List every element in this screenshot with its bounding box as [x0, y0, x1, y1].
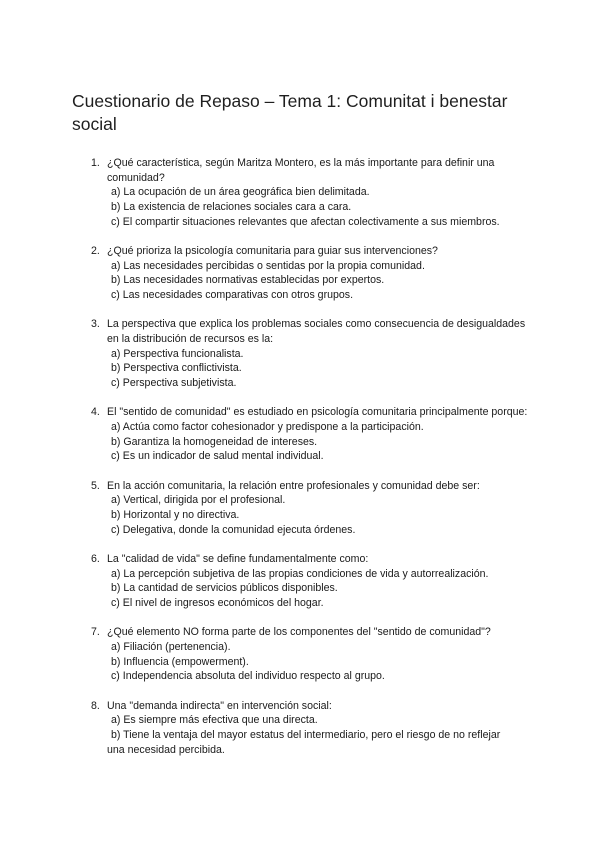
question-number: 8.: [91, 699, 100, 712]
question-number: 3.: [91, 318, 100, 331]
answer-option: b) La cantidad de servicios públicos disponibles.: [111, 582, 338, 595]
question-item: [72, 625, 532, 684]
question-item: [72, 244, 532, 303]
answer-option: a) La ocupación de un área geográfica bien delimitada.: [111, 186, 370, 199]
answer-option: c) Delegativa, donde la comunidad ejecuta órdenes.: [111, 523, 356, 536]
question-number: 7.: [91, 626, 100, 639]
question-item: [72, 156, 532, 230]
answer-option: c) El nivel de ingresos económicos del hogar.: [111, 597, 324, 610]
answer-option: a) La percepción subjetiva de las propias condiciones de vida y autorrealización.: [111, 567, 489, 580]
question-number: 4.: [91, 406, 100, 419]
answer-option: c) El compartir situaciones relevantes que afectan colectivamente a sus miembros.: [111, 215, 500, 228]
question-number: 5.: [91, 479, 100, 492]
question-text: La "calidad de vida" se define fundamentalmente como:: [107, 552, 369, 565]
answer-option: b) Garantiza la homogeneidad de intereses.: [111, 435, 318, 448]
answer-option: b) La existencia de relaciones sociales cara a cara.: [111, 201, 352, 214]
answer-option: b) Tiene la ventaja del mayor estatus del intermediario, pero el riesgo de no reflejar: [111, 729, 501, 741]
question-item: [72, 552, 532, 611]
answer-option: c) Las necesidades comparativas con otros grupos.: [111, 289, 354, 302]
question-item: [72, 405, 532, 464]
answer-option: c) Independencia absoluta del individuo respecto al grupo.: [111, 670, 385, 683]
answer-option: a) Las necesidades percibidas o sentidas por la propia comunidad.: [111, 259, 425, 272]
answer-option: b) Las necesidades normativas establecidas por expertos.: [111, 274, 385, 287]
question-item: [72, 317, 532, 391]
question-item: [72, 479, 532, 538]
answer-option: a) Perspectiva funcionalista.: [111, 347, 244, 360]
question-text: El "sentido de comunidad" es estudiado en psicología comunitaria principalmente porque:: [107, 406, 528, 419]
answer-option: b) Horizontal y no directiva.: [111, 509, 240, 522]
question-number: 2.: [91, 245, 100, 258]
document-page: [72, 90, 532, 772]
question-text: ¿Qué característica, según Maritza Montero, es la más importante para definir una comunidad?: [107, 157, 495, 184]
answer-option: a) Vertical, dirigida por el profesional.: [111, 494, 286, 507]
question-item: [72, 699, 532, 758]
question-text: ¿Qué elemento NO forma parte de los componentes del "sentido de comunidad"?: [107, 626, 491, 639]
answer-option: b) Perspectiva conflictivista.: [111, 362, 242, 375]
answer-option: a) Actúa como factor cohesionador y predispone a la participación.: [111, 421, 424, 434]
answer-option: c) Perspectiva subjetivista.: [111, 377, 237, 390]
answer-option: a) Filiación (pertenencia).: [111, 640, 231, 653]
answer-option: a) Es siempre más efectiva que una directa.: [111, 714, 318, 727]
question-text: La perspectiva que explica los problemas sociales como consecuencia de desigualdades en la distribución de recursos es la:: [107, 318, 526, 346]
answer-option: b) Influencia (empowerment).: [111, 655, 249, 668]
answer-option-continuation: una necesidad percibida.: [107, 743, 225, 756]
question-number: 6.: [91, 552, 100, 565]
question-text: Una "demanda indirecta" en intervención social:: [107, 699, 332, 712]
question-number: 1.: [91, 157, 100, 169]
answer-option: c) Es un indicador de salud mental individual.: [111, 450, 324, 463]
question-list: [72, 156, 532, 757]
question-text: En la acción comunitaria, la relación entre profesionales y comunidad debe ser:: [107, 479, 480, 492]
question-text: ¿Qué prioriza la psicología comunitaria para guiar sus intervenciones?: [107, 245, 438, 258]
page-title: Cuestionario de Repaso – Tema 1: Comunitat i benestar social: [72, 91, 508, 134]
